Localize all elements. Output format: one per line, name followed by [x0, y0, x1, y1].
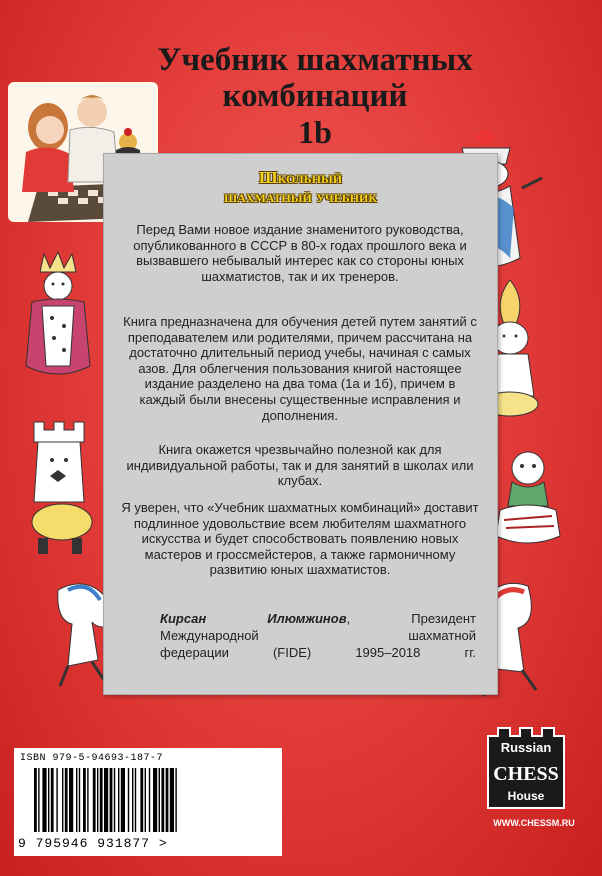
barcode-bar [140, 768, 143, 832]
paragraph-purpose: Книга предназначена для обучения детей путем занятий с преподавателем или родителями, причем рассчитана на достаточно длительный период учебы, начиная с самых азов. Для облегчения пользования книгой настоящее издание разделено на два тома (1а и 1б), причем в каждый были внесены существенные исправления и дополнения. [123, 314, 477, 423]
signature-block [160, 610, 476, 661]
rook-piece-illustration [18, 412, 108, 562]
signature-line-1 [160, 610, 476, 627]
signature-title: , Президент [346, 611, 476, 626]
subtitle-line-2: шахматный учебник [223, 187, 378, 206]
barcode-bar [175, 768, 176, 832]
title-line-2: комбинаций [222, 78, 408, 114]
barcode-bar [62, 768, 63, 832]
description-panel [103, 153, 498, 695]
queen-piece-illustration [18, 246, 108, 396]
subtitle-line-1: Школьный [258, 168, 343, 187]
barcode-bar [114, 768, 115, 832]
barcode-bar [76, 768, 77, 832]
barcode-bar [132, 768, 133, 832]
barcode-bar [159, 768, 160, 832]
title-line-3: 1b [298, 114, 332, 150]
barcode-bar [51, 768, 54, 832]
isbn-barcode [14, 748, 282, 856]
barcode-bar [97, 768, 98, 832]
barcode-bar [83, 768, 86, 832]
paragraph-intro: Перед Вами новое издание знаменитого руководства, опубликованного в СССР в 80-х годах прошлого века и вызвавшего небывалый интерес как со стороны юных шахматистов, так и их тренеров. [133, 222, 467, 284]
barcode-bar [166, 768, 169, 832]
barcode-bar [93, 768, 96, 832]
barcode-bar [87, 768, 88, 832]
signature-line-3: федерации (FIDE) 1995–2018 гг. [160, 645, 476, 660]
barcode-bar [100, 768, 103, 832]
barcode-bar [56, 768, 57, 832]
barcode-bar [153, 768, 157, 832]
pawn-piece-illustration [490, 446, 570, 556]
barcode-bar [170, 768, 174, 832]
isbn-text: ISBN 979-5-94693-187-7 [20, 753, 164, 764]
barcode-bar [149, 768, 150, 832]
barcode-bar [118, 768, 119, 832]
barcode-bar [110, 768, 113, 832]
barcode-bar [104, 768, 108, 832]
signature-line-2: Международной шахматной [160, 628, 476, 643]
title-line-1: Учебник шахматных [157, 42, 473, 78]
barcode-bar [135, 768, 136, 832]
barcode-bar [128, 768, 129, 832]
publisher-url: WWW.CHESSM.RU [493, 818, 575, 828]
barcode-bar [48, 768, 49, 832]
logo-line-3: House [507, 789, 545, 803]
barcode-bars [32, 768, 268, 832]
russian-chess-house-logo [480, 722, 572, 814]
barcode-bar [121, 768, 125, 832]
barcode-bar [65, 768, 68, 832]
barcode-bar [145, 768, 146, 832]
signature-name: Кирсан Илюмжинов [160, 611, 347, 626]
paragraph-endorsement: Я уверен, что «Учебник шахматных комбинаций» доставит подлинное удовольствие всем любителям шахматного искусства и будет способствовать появлению новых мастеров и гроссмейстеров, а также гармоничному развитию юных шахматистов. [121, 500, 479, 578]
barcode-bar [42, 768, 46, 832]
series-subtitle [104, 168, 497, 206]
barcode-bar [161, 768, 164, 832]
barcode-number: 9 795946 931877 > [18, 836, 168, 851]
logo-line-1: Russian [500, 740, 552, 755]
logo-line-2: CHESS [493, 763, 559, 785]
barcode-bar [69, 768, 73, 832]
paragraph-usefulness: Книга окажется чрезвычайно полезной как для индивидуальной работы, так и для занятий в школах или клубах. [126, 442, 474, 489]
barcode-bar [79, 768, 80, 832]
barcode-bar [34, 768, 37, 832]
barcode-bar [38, 768, 39, 832]
